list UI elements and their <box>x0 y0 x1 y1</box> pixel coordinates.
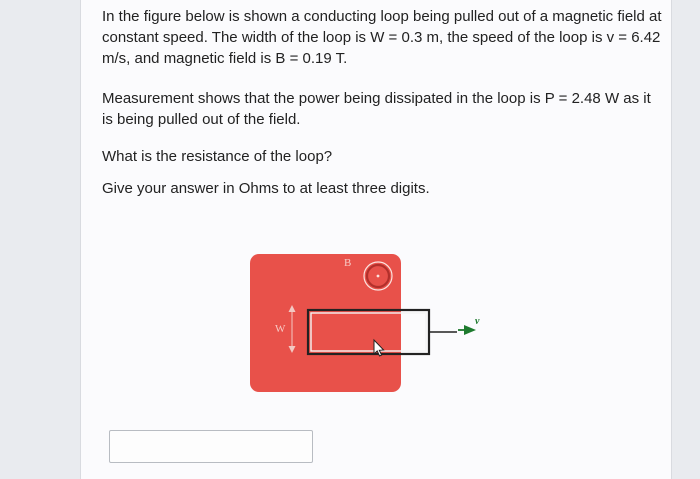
measurement-text: Measurement shows that the power being dissipated in the loop is P = 2.48 W as it is being pulled out of the field. <box>102 90 651 128</box>
figure-graphics <box>250 254 500 394</box>
field-label: B <box>344 257 352 269</box>
prompt-text: What is the resistance of the loop? <box>102 148 333 165</box>
question-panel <box>80 0 672 479</box>
instruction-text: Give your answer in Ohms to at least three digits. <box>102 180 430 197</box>
conducting-loop <box>308 310 457 354</box>
loop-figure <box>250 254 500 394</box>
velocity-arrow-icon <box>458 325 476 335</box>
answer-input[interactable] <box>109 430 313 463</box>
width-label: W <box>275 323 286 335</box>
width-arrow-icon <box>289 305 296 353</box>
question-text: In the figure below is shown a conducting loop being pulled out of a magnetic field at constant speed. The width of the loop is W = 0.3 m, the speed of the loop is v = 6.42 m/s, and magnetic field is B = 0.19 T. <box>102 8 662 67</box>
field-out-of-page-icon <box>364 262 392 290</box>
velocity-label: v <box>475 316 480 327</box>
